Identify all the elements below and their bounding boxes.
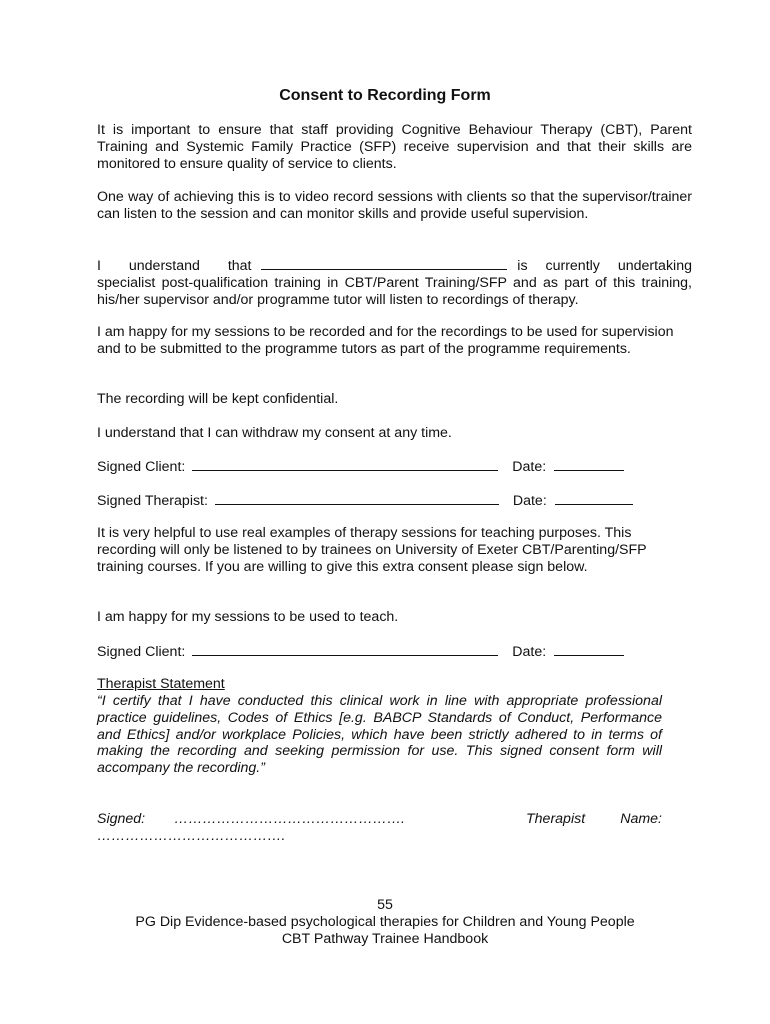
trainee-paragraph bbox=[97, 257, 692, 308]
therapist-label: Therapist bbox=[526, 811, 586, 827]
date-label: Date: bbox=[512, 644, 547, 660]
signed-client-label: Signed Client: bbox=[97, 644, 186, 660]
signed-client-field[interactable] bbox=[192, 458, 498, 471]
page-number: 55 bbox=[377, 897, 393, 913]
date-label: Date: bbox=[512, 493, 547, 509]
teaching-signed-client-row bbox=[97, 643, 692, 661]
teaching-date-field[interactable] bbox=[554, 643, 624, 656]
therapist-date-field[interactable] bbox=[555, 492, 633, 505]
therapist-signed-row bbox=[97, 811, 662, 828]
signed-label: Signed: bbox=[97, 811, 146, 827]
signed-client-row bbox=[97, 458, 692, 476]
intro-paragraph: It is important to ensure that staff providing Cognitive Behaviour Therapy (CBT), Parent Training and Systemic Family Practice (SFP) receive supervision and that their skills are monitored to ensure quality of service to clients. bbox=[97, 122, 692, 172]
signed-client-label: Signed Client: bbox=[97, 459, 186, 475]
recording-consent-paragraph: I am happy for my sessions to be recorded and for the recordings to be used for supervision and to be submitted to the programme tutors as part of the programme requirements. bbox=[97, 324, 674, 357]
page-title: Consent to Recording Form bbox=[279, 87, 491, 104]
undertaking-text: is currently undertaking bbox=[517, 258, 692, 274]
signed-therapist-field[interactable] bbox=[215, 492, 499, 505]
recording-purpose-paragraph: One way of achieving this is to video record sessions with clients so that the supervisor/trainer can listen to the session and can monitor skills and provide useful supervision. bbox=[97, 189, 692, 222]
confidential-paragraph: The recording will be kept confidential. bbox=[97, 391, 339, 407]
name-label: Name: bbox=[620, 811, 662, 827]
signed-therapist-row bbox=[97, 492, 692, 510]
trainee-name-field[interactable] bbox=[261, 257, 507, 270]
footer-programme-title: PG Dip Evidence-based psychological therapies for Children and Young People bbox=[135, 914, 635, 930]
therapist-statement-text: “I certify that I have conducted this clinical work in line with appropriate professional practice guidelines, Codes of Ethics [e.g. BABCP Standards of Conduct, Performance and Ethics] and/or workplace Policies, which have been strictly adhered to in terms of making the recording and seeking permission for use. This signed consent form will accompany the recording.” bbox=[97, 693, 662, 777]
understand-that-text: I understand that bbox=[97, 258, 252, 274]
training-text: specialist post-qualification training in CBT/Parent Training/SFP and as part of this training, his/her supervisor and/or programme tutor will listen to recordings of therapy. bbox=[97, 274, 692, 308]
teaching-consent-paragraph: I am happy for my sessions to be used to teach. bbox=[97, 609, 399, 625]
trainee-line bbox=[97, 257, 692, 275]
footer-handbook-title: CBT Pathway Trainee Handbook bbox=[281, 931, 489, 947]
teaching-paragraph: It is very helpful to use real examples of therapy sessions for teaching purposes. This recording will only be listened to by trainees on University of Exeter CBT/Parenting/SFP training courses. If you are willing to give this extra consent please sign below. bbox=[97, 525, 647, 575]
therapist-statement-heading: Therapist Statement bbox=[97, 676, 225, 692]
date-label: Date: bbox=[512, 459, 547, 475]
therapist-name-dots-field[interactable]: …………………………………. bbox=[97, 828, 286, 844]
signed-dots-field[interactable]: …………………………………………. bbox=[174, 811, 405, 827]
teaching-signed-client-field[interactable] bbox=[192, 643, 498, 656]
client-date-field[interactable] bbox=[554, 458, 624, 471]
signed-therapist-label: Signed Therapist: bbox=[97, 493, 208, 509]
withdraw-paragraph: I understand that I can withdraw my consent at any time. bbox=[97, 425, 452, 441]
